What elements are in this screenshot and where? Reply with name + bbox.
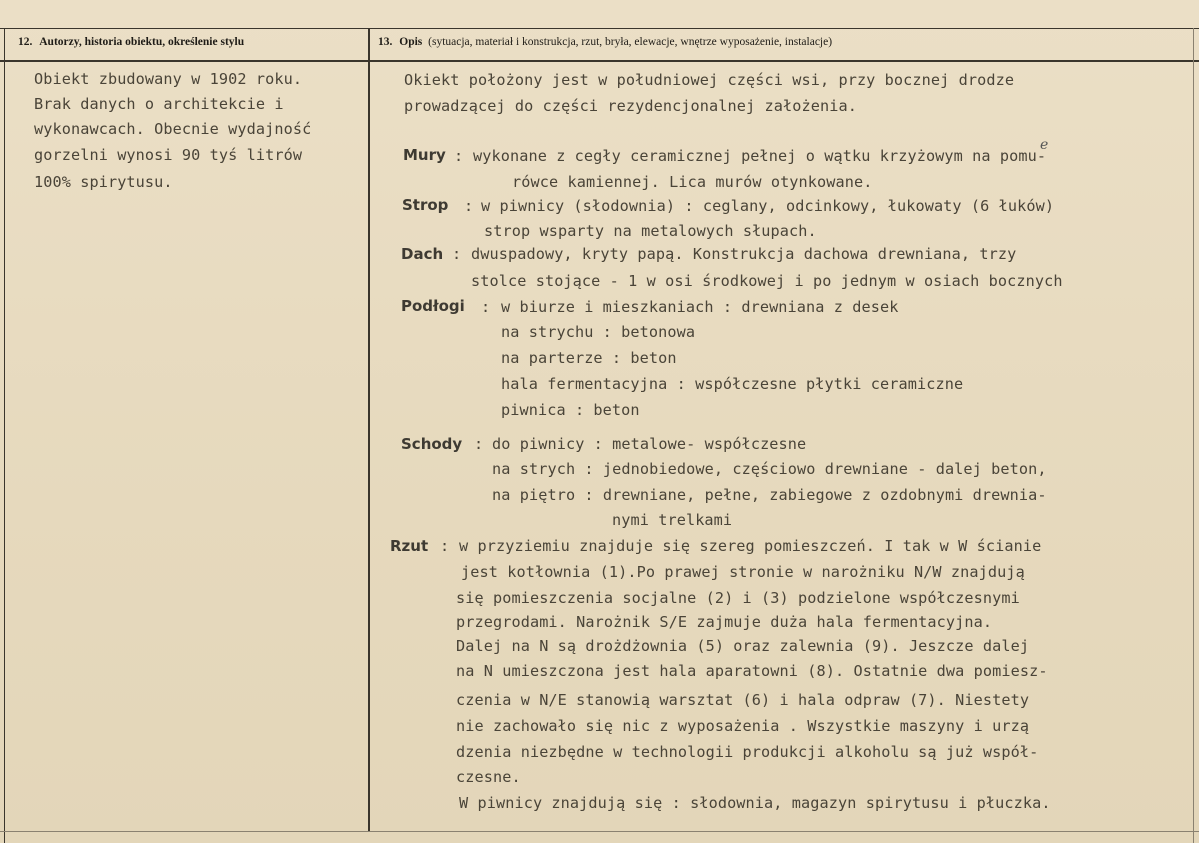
podlogi-line: w biurze i mieszkaniach : drewniana z desek <box>501 298 899 316</box>
section-label-schody: Schody <box>401 435 463 453</box>
header-rule <box>0 60 1199 62</box>
schody-line: na strych : jednobiedowe, częściowo drewniane - dalej beton, <box>492 460 1047 478</box>
history-line: wykonawcach. Obecnie wydajność <box>34 120 312 138</box>
right-column-header <box>378 36 832 48</box>
rzut-line: nie zachowało się nic z wyposażenia . Wszystkie maszyny i urzą <box>456 717 1030 735</box>
right-border <box>1193 28 1194 843</box>
schody-line: na piętro : drewniane, pełne, zabiegowe z ozdobnymi drewnia- <box>492 486 1047 504</box>
intro-line: Okiekt położony jest w południowej części wsi, przy bocznej drodze <box>404 71 1015 89</box>
rzut-line: Dalej na N są drożdżownia (5) oraz zalewnia (9). Jeszcze dalej <box>456 637 1030 655</box>
podlogi-line: hala fermentacyjna : współczesne płytki ceramiczne <box>501 375 964 393</box>
rzut-line: w przyziemiu znajduje się szereg pomieszczeń. I tak w W ścianie <box>459 537 1042 555</box>
left-border <box>4 28 5 843</box>
section-label-podlogi: Podłogi <box>401 297 465 315</box>
rzut-line: czenia w N/E stanowią warsztat (6) i hala odpraw (7). Niestety <box>456 691 1030 709</box>
schody-line: nymi trelkami <box>612 511 733 529</box>
history-line: Brak danych o architekcie i <box>34 95 284 113</box>
intro-line: prowadzącej do części rezydencjonalnej założenia. <box>404 97 857 115</box>
right-header-number: 13. <box>378 36 393 48</box>
rzut-line: się pomieszczenia socjalne (2) i (3) podzielone współczesnymi <box>456 589 1020 607</box>
section-separator: : <box>481 298 491 316</box>
history-line: gorzelni wynosi 90 tyś litrów <box>34 146 303 164</box>
right-header-detail: (sytuacja, materiał i konstrukcja, rzut, bryła, elewacje, wnętrze wyposażenie, instalacje) <box>428 36 833 48</box>
column-divider <box>368 28 370 831</box>
section-separator: : <box>474 435 484 453</box>
section-separator: : <box>464 197 474 215</box>
mury-line: rówce kamiennej. Lica murów otynkowane. <box>512 173 873 191</box>
podlogi-line: piwnica : beton <box>501 401 640 419</box>
rzut-line: przegrodami. Narożnik S/E zajmuje duża hala fermentacyjna. <box>456 613 993 631</box>
section-separator: : <box>452 245 462 263</box>
strop-line: strop wsparty na metalowych słupach. <box>484 222 817 240</box>
podlogi-line: na strychu : betonowa <box>501 323 696 341</box>
left-header-number: 12. <box>18 36 33 48</box>
top-border <box>0 28 1199 29</box>
bottom-border <box>0 831 1199 832</box>
section-separator: : <box>454 147 464 165</box>
left-header-title: Autorzy, historia obiektu, określenie stylu <box>39 36 245 48</box>
history-line: Obiekt zbudowany w 1902 roku. <box>34 70 303 88</box>
dach-line: dwuspadowy, kryty papą. Konstrukcja dachowa drewniana, trzy <box>471 245 1017 263</box>
section-label-rzut: Rzut <box>390 537 429 555</box>
history-line: 100% spirytusu. <box>34 173 173 191</box>
section-label-mury: Mury <box>403 146 446 164</box>
rzut-line: dzenia niezbędne w technologii produkcji alkoholu są już współ- <box>456 743 1039 761</box>
left-column-header <box>18 36 244 48</box>
strop-line: w piwnicy (słodownia) : ceglany, odcinkowy, łukowaty (6 łuków) <box>481 197 1055 215</box>
section-separator: : <box>440 537 450 555</box>
podlogi-line: na parterze : beton <box>501 349 677 367</box>
dach-line: stolce stojące - 1 w osi środkowej i po jednym w osiach bocznych <box>471 272 1063 290</box>
schody-line: do piwnicy : metalowe- współczesne <box>492 435 807 453</box>
section-label-strop: Strop <box>402 196 449 214</box>
rzut-line: na N umieszczona jest hala aparatowni (8). Ostatnie dwa pomiesz- <box>456 662 1048 680</box>
rzut-line: czesne. <box>456 768 521 786</box>
right-header-title: Opis <box>399 36 423 48</box>
section-label-dach: Dach <box>401 245 444 263</box>
rzut-line: W piwnicy znajdują się : słodownia, magazyn spirytusu i płuczka. <box>459 794 1051 812</box>
handwritten-correction: e <box>1040 137 1049 153</box>
rzut-line: jest kotłownia (1).Po prawej stronie w narożniku N/W znajdują <box>461 563 1025 581</box>
mury-line: wykonane z cegły ceramicznej pełnej o wątku krzyżowym na pomu- <box>473 147 1047 165</box>
